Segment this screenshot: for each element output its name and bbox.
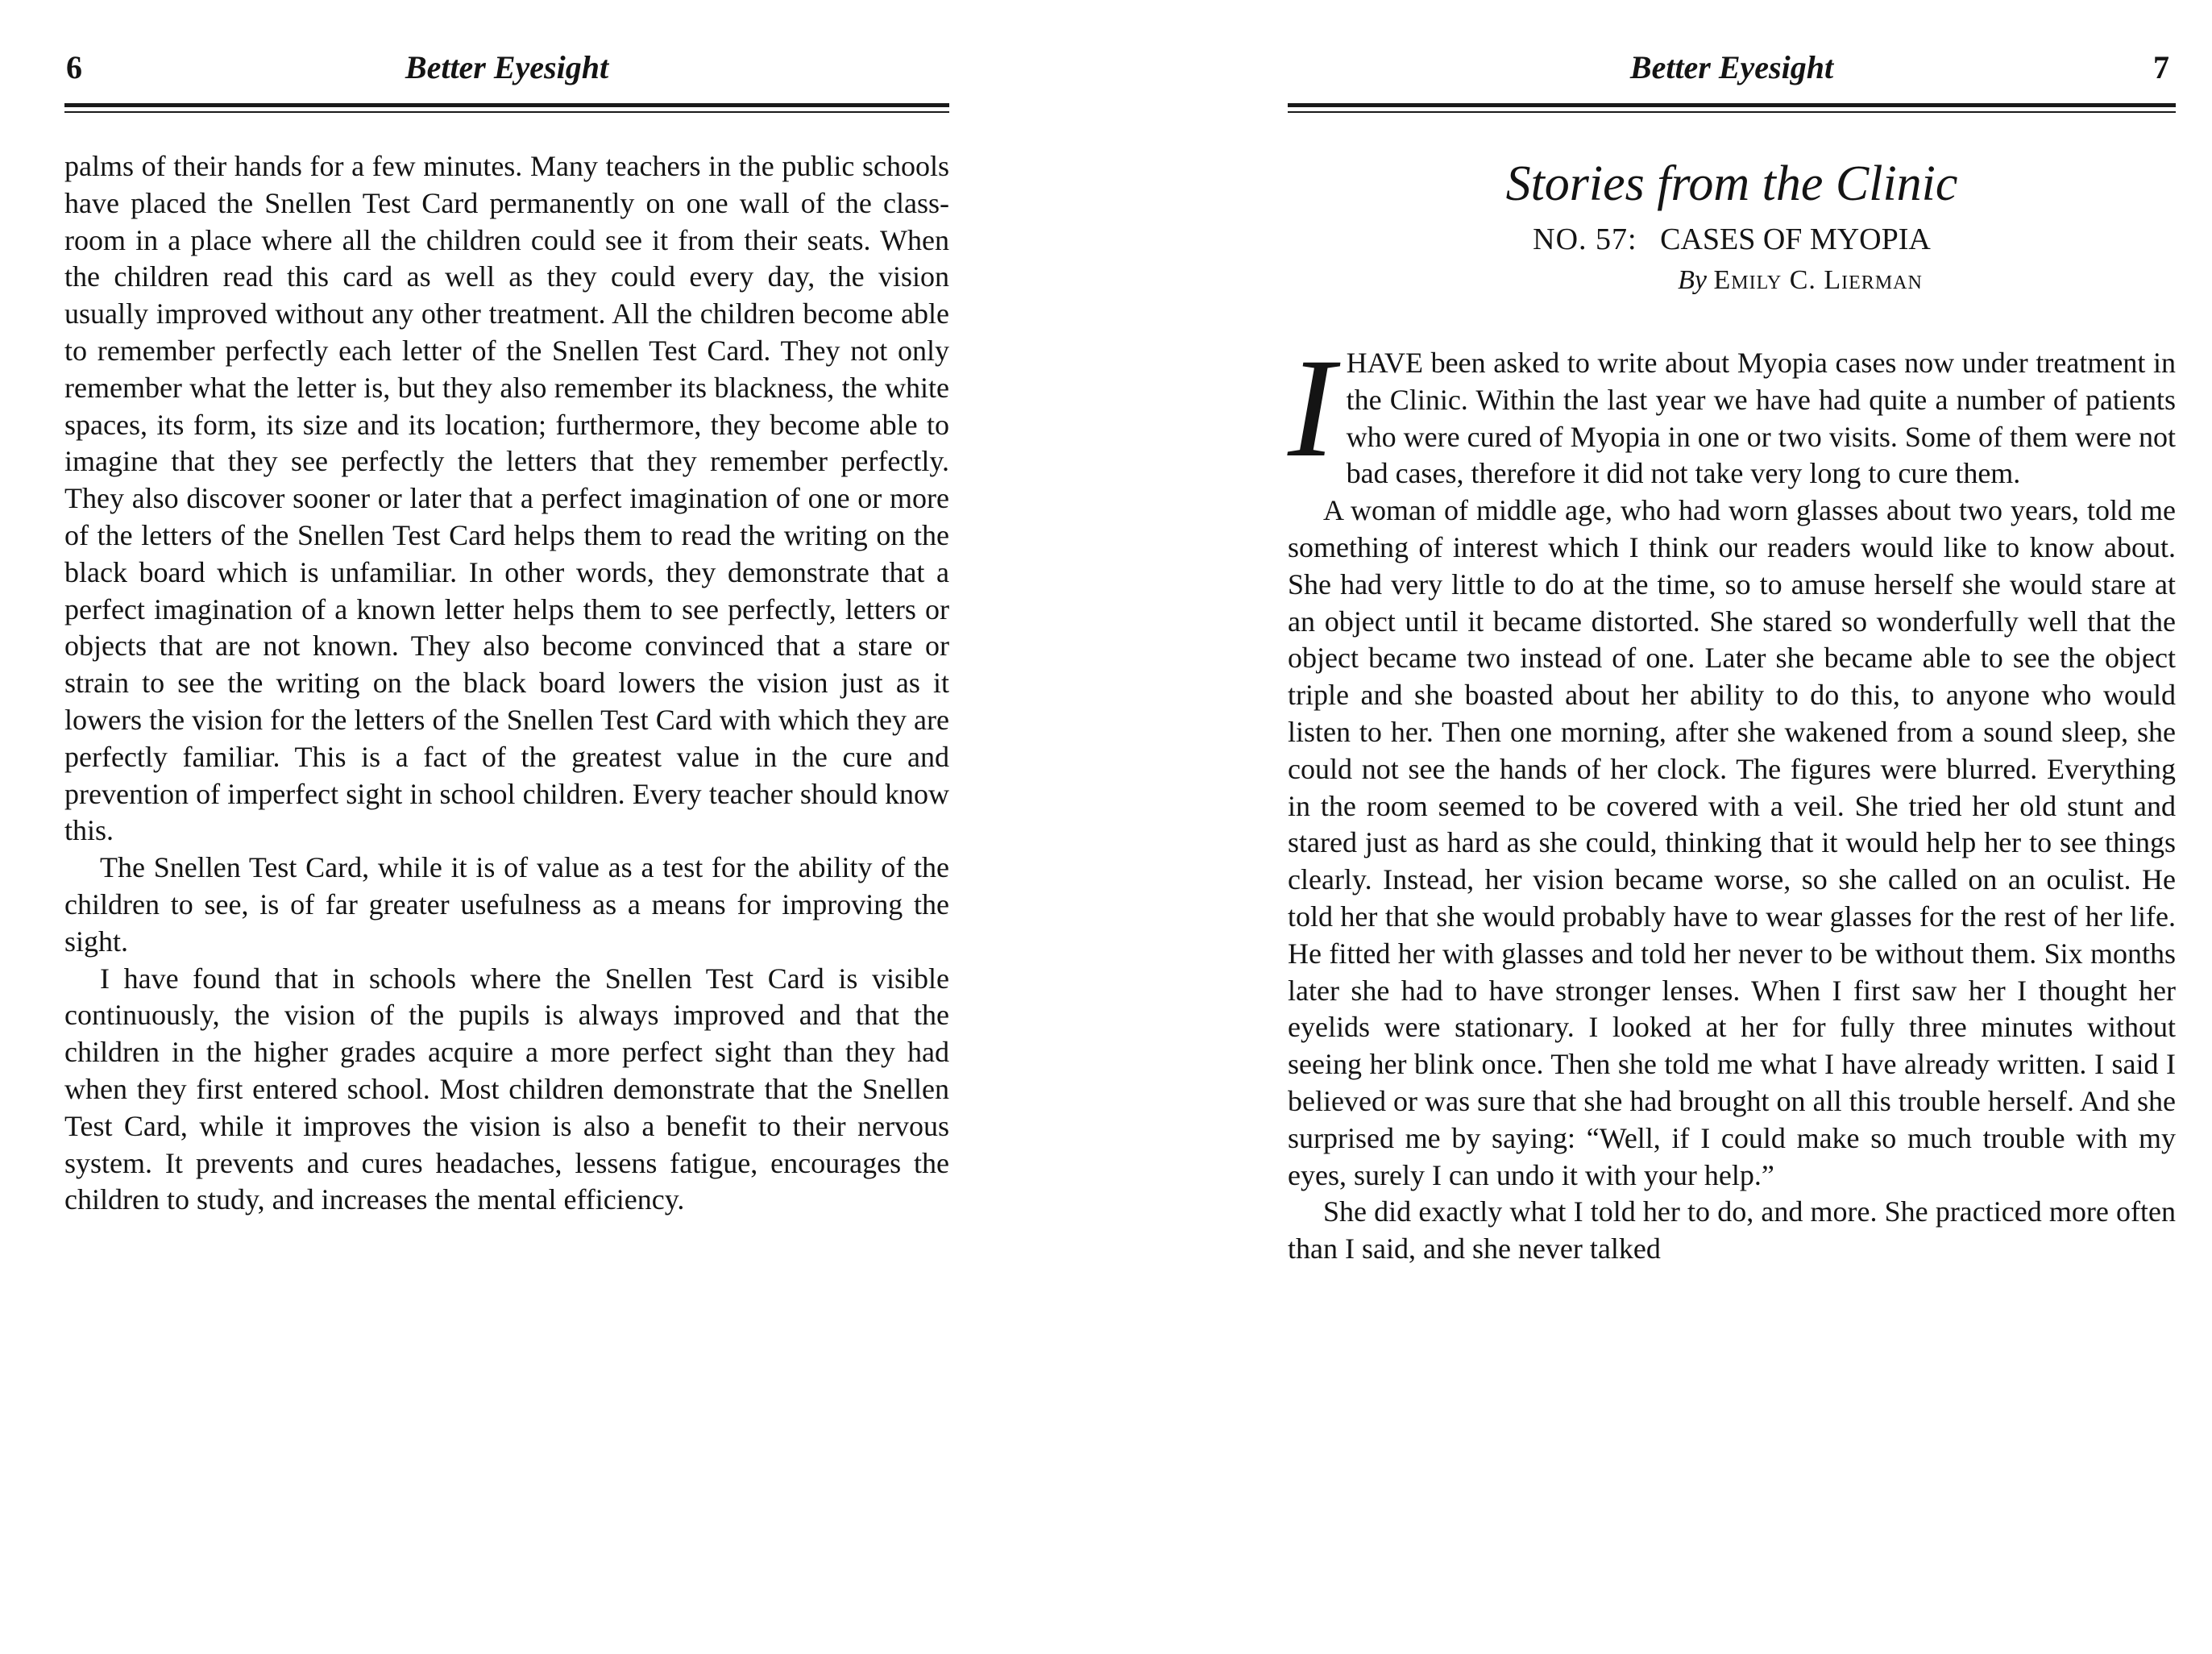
author-name: Emily C. Lierman bbox=[1713, 265, 1923, 295]
header-rule-thick-right bbox=[1288, 103, 2176, 107]
story-subtitle: CASES OF MYOPIA bbox=[1660, 222, 1931, 256]
story-number: NO. 57: bbox=[1533, 222, 1637, 256]
paragraph: The Snellen Test Card, while it is of value as a test for the ability of the children to see, is of far greater usefulness as a means for improving the sight. bbox=[64, 851, 949, 958]
right-page-body bbox=[1288, 330, 2176, 1268]
page-number-left: 6 bbox=[66, 49, 82, 85]
opening-paragraph-text: HAVE been asked to write about Myopia cases now under treatment in the Clinic. Within the last year we have had quite a number of patients who were cured of Myopia in one or two visits. Some of them were not bad cases, therefore it did not take very long to cure them. bbox=[1346, 347, 2176, 490]
paragraph: She did exactly what I told her to do, and more. She practiced more often than I said, and she never talked bbox=[1288, 1195, 2176, 1265]
page-number-right: 7 bbox=[2153, 49, 2169, 85]
byline bbox=[1288, 263, 2176, 298]
byline-prefix: By bbox=[1678, 265, 1708, 295]
story-title: Stories from the Clinic bbox=[1505, 156, 1958, 211]
running-head-left bbox=[64, 48, 949, 97]
header-rule-thick-left bbox=[64, 103, 949, 107]
running-title-right: Better Eyesight bbox=[1629, 49, 1834, 85]
left-page-body bbox=[64, 148, 949, 1219]
header-rule-thin-left bbox=[64, 111, 949, 113]
story-heading bbox=[1288, 221, 2176, 258]
running-head-right bbox=[1288, 48, 2176, 97]
header-rule-thin-right bbox=[1288, 111, 2176, 113]
drop-cap: I bbox=[1288, 330, 1335, 487]
opening-paragraph bbox=[1288, 330, 2176, 492]
paragraph: I have found that in schools where the Snellen Test Card is visible continuously, the vision of the pupils is always improved and that the children in the higher grades acquire a more perfect sight than they had when they first entered school. Most children demonstrate that the Snellen Test Card, while it improves the vision is also a benefit to their nervous system. It prevents and cures headaches, lessens fatigue, encourages the children to study, and increases the mental efficiency. bbox=[64, 962, 949, 1216]
running-title-left: Better Eyesight bbox=[405, 49, 609, 85]
paragraph: palms of their hands for a few minutes. Many teachers in the public schools have placed the Snellen Test Card permanently on one wall of the class-room in a place where all the children could see it from their seats. When the children read this card as well as they could every day, the vision usually improved without any other treatment. All the children become able to remember perfectly each letter of the Snellen Test Card. They not only remember what the letter is, but they also remember its blackness, the white spaces, its form, its size and its location; furthermore, they become able to imagine that they see perfectly the letters that they remember perfectly. They also discover sooner or later that a perfect imagination of one or more of the letters of the Snellen Test Card helps them to read the writing on the black board which is unfamiliar. In other words, they demonstrate that a perfect imagination of a known letter helps them to see perfectly, letters or objects that are not known. They also become convinced that a stare or strain to see the writing on the black board lowers the vision just as it lowers the vision for the letters of the Snellen Test Card with which they are perfectly familiar. This is a fact of the greatest value in the cure and prevention of imperfect sight in school children. Every teacher should know this. bbox=[64, 150, 949, 847]
paragraph: A woman of middle age, who had worn glasses about two years, told me something of interest which I think our readers would like to know about. She had very little to do at the time, so to amuse herself she would stare at an object until it became distorted. She stared so wonderfully well that the object became two instead of one. Later she became able to see the object triple and she boasted about her ability to do this, to anyone who would listen to her. Then one morning, after she wakened from a sound sleep, she could not see the hands of her clock. The figures were blurred. Everything in the room seemed to be covered with a veil. She tried her old stunt and stared just as hard as she could, thinking that it would help her to see things clearly. Instead, her vision became worse, so she called on an oculist. He told her that she would probably have to wear glasses for the rest of her life. He fitted her with glasses and told her never to be without them. Six months later she had to have stronger lenses. When I first saw her I thought her eyelids were stationary. I looked at her for fully three minutes without seeing her blink once. Then she told me what I have already written. I said I believed or was sure that she had brought on all this trouble herself. And she surprised me by saying: “Well, if I could make so much trouble with my eyes, surely I can undo it with your help.” bbox=[1288, 494, 2176, 1191]
